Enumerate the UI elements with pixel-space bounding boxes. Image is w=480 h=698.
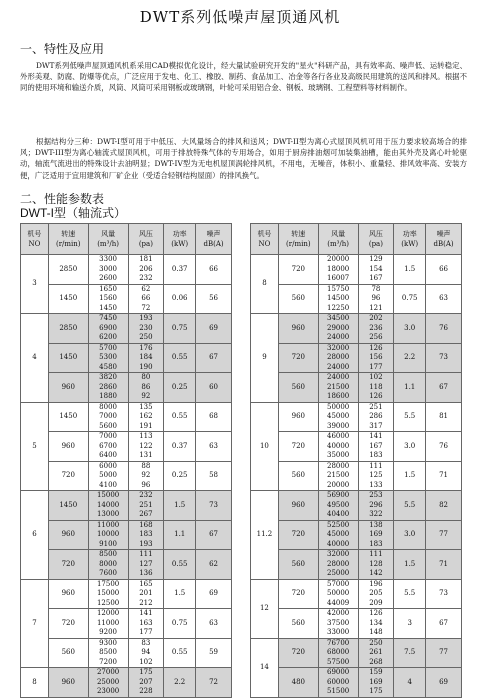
noise-cell: 72: [196, 668, 232, 698]
flow-cell: 46000 40000 35000: [318, 432, 358, 462]
table-row: [21, 461, 232, 491]
noise-cell: 63: [196, 432, 232, 462]
flow-cell: 27000 25000 23000: [88, 668, 128, 698]
noise-cell: 82: [426, 491, 462, 521]
pressure-cell: 111 127 136: [128, 550, 164, 580]
pressure-cell: 126 134 148: [358, 609, 394, 639]
table-row: [21, 343, 232, 373]
noise-cell: 63: [196, 609, 232, 639]
header-flow: 风量 (m³/h): [88, 224, 128, 255]
power-cell: 0.37: [164, 432, 196, 462]
table-row: [251, 638, 462, 668]
noise-cell: 67: [196, 520, 232, 550]
power-cell: 7.5: [394, 638, 426, 668]
machine-no-cell: 11.2: [251, 491, 279, 580]
structure-paragraph: 根据结构分三种：DWT-I型可用于中低压、大风量场合的排风和送风；DWT-II型为离心式屋顶风机可用于压力要求较高场合的排风；DWT-III型为离心轴流式屋顶风机，可用于排放特殊气体的专用场合，如用于厨房排油烟可加装集油槽，能由其外壳及离心叶轮驱动，轴流气流进出的特殊设计去油明显；DWT-IV型为无电机屋顶涡轮排风机，不用电，无噪音，体积小、重量轻、排风效率高、安装方便，广泛适用于宜用建筑和厂矿企业（受适合轻钢结构屋面）的排风换气。: [20, 137, 467, 180]
pressure-cell: 159 169 175: [358, 668, 394, 698]
noise-cell: 67: [196, 343, 232, 373]
flow-cell: 28000 21500 20000: [318, 461, 358, 491]
table-row: [251, 550, 462, 580]
flow-cell: 52500 45000 40000: [318, 520, 358, 550]
header-noise: 噪声 dB(A): [426, 224, 462, 255]
speed-cell: 960: [278, 491, 318, 521]
machine-no-cell: 9: [251, 314, 279, 403]
power-cell: 1.1: [164, 520, 196, 550]
header-speed: 转速 (r/min): [278, 224, 318, 255]
speed-cell: 720: [278, 638, 318, 668]
table-row: [251, 255, 462, 285]
table-row: [21, 491, 232, 521]
power-cell: 0.37: [164, 255, 196, 285]
machine-no-cell: 8: [251, 255, 279, 314]
pressure-cell: 126 156 177: [358, 343, 394, 373]
table-row: [21, 520, 232, 550]
machine-no-cell: 3: [21, 255, 49, 314]
power-cell: 3.0: [394, 432, 426, 462]
speed-cell: 720: [278, 255, 318, 285]
section-heading-features: 一、特性及应用: [20, 42, 105, 56]
power-cell: 0.75: [164, 314, 196, 344]
speed-cell: 560: [278, 373, 318, 403]
header-no: 机号 NO: [21, 224, 49, 255]
pressure-cell: 250 261 268: [358, 638, 394, 668]
pressure-cell: 113 122 131: [128, 432, 164, 462]
speed-cell: 960: [48, 432, 88, 462]
table-row: [21, 314, 232, 344]
speed-cell: 720: [278, 343, 318, 373]
noise-cell: 62: [196, 550, 232, 580]
table-row: [21, 609, 232, 639]
noise-cell: 69: [196, 314, 232, 344]
table-row: [251, 373, 462, 403]
power-cell: 0.25: [164, 373, 196, 403]
flow-cell: 11000 10000 9100: [88, 520, 128, 550]
flow-cell: 6000 5000 4100: [88, 461, 128, 491]
flow-cell: 8500 8000 7600: [88, 550, 128, 580]
pressure-cell: 111 128 142: [358, 550, 394, 580]
noise-cell: 60: [196, 373, 232, 403]
table-row: [21, 402, 232, 432]
machine-no-cell: 14: [251, 638, 279, 697]
flow-cell: 7000 6700 6400: [88, 432, 128, 462]
noise-cell: 73: [426, 343, 462, 373]
pressure-cell: 251 286 317: [358, 402, 394, 432]
power-cell: 2.2: [394, 343, 426, 373]
header-speed: 转速 (r/min): [48, 224, 88, 255]
table-subtitle: DWT-I型（轴流式）: [20, 206, 126, 220]
power-cell: 1.5: [394, 461, 426, 491]
speed-cell: 720: [278, 432, 318, 462]
power-cell: 0.55: [164, 402, 196, 432]
noise-cell: 73: [426, 579, 462, 609]
flow-cell: 32000 28000 24000: [318, 343, 358, 373]
speed-cell: 1450: [48, 343, 88, 373]
flow-cell: 56900 49500 40400: [318, 491, 358, 521]
speed-cell: 960: [48, 668, 88, 698]
noise-cell: 73: [196, 491, 232, 521]
speed-cell: 720: [278, 579, 318, 609]
speed-cell: 1450: [48, 491, 88, 521]
machine-no-cell: 12: [251, 579, 279, 638]
speed-cell: 960: [48, 373, 88, 403]
flow-cell: 17500 15000 12500: [88, 579, 128, 609]
pressure-cell: 253 296 322: [358, 491, 394, 521]
power-cell: 2.2: [164, 668, 196, 698]
page-title: DWT系列低噪声屋顶通风机: [139, 8, 341, 26]
flow-cell: 76700 68000 57500: [318, 638, 358, 668]
power-cell: 0.55: [164, 343, 196, 373]
noise-cell: 69: [426, 668, 462, 698]
speed-cell: 720: [278, 520, 318, 550]
flow-cell: 3300 3000 2600: [88, 255, 128, 285]
table-row: [251, 432, 462, 462]
pressure-cell: 175 207 228: [128, 668, 164, 698]
flow-cell: 1650 1560 1450: [88, 284, 128, 314]
noise-cell: 69: [196, 579, 232, 609]
power-cell: 3.0: [394, 520, 426, 550]
power-cell: 0.55: [164, 638, 196, 668]
table-row: [251, 314, 462, 344]
speed-cell: 560: [278, 550, 318, 580]
machine-no-cell: 10: [251, 402, 279, 491]
power-cell: 5.5: [394, 579, 426, 609]
pressure-cell: 193 230 250: [128, 314, 164, 344]
spec-table-right: [250, 223, 462, 698]
flow-cell: 15750 14500 12250: [318, 284, 358, 314]
speed-cell: 960: [278, 402, 318, 432]
speed-cell: 720: [48, 609, 88, 639]
pressure-cell: 202 236 256: [358, 314, 394, 344]
noise-cell: 71: [426, 550, 462, 580]
noise-cell: 67: [426, 373, 462, 403]
speed-cell: 960: [278, 314, 318, 344]
flow-cell: 7450 6900 6200: [88, 314, 128, 344]
noise-cell: 66: [196, 255, 232, 285]
noise-cell: 71: [426, 461, 462, 491]
section-heading-parameters: 二、性能参数表: [20, 192, 105, 206]
table-row: [251, 579, 462, 609]
table-header-row: [21, 224, 232, 255]
speed-cell: 2850: [48, 255, 88, 285]
table-row: [251, 668, 462, 698]
power-cell: 0.55: [164, 550, 196, 580]
power-cell: 1.5: [394, 255, 426, 285]
noise-cell: 76: [426, 432, 462, 462]
header-no: 机号 NO: [251, 224, 279, 255]
table-row: [21, 432, 232, 462]
table-row: [21, 668, 232, 698]
noise-cell: 66: [426, 255, 462, 285]
pressure-cell: 196 205 209: [358, 579, 394, 609]
pressure-cell: 111 125 133: [358, 461, 394, 491]
table-row: [251, 284, 462, 314]
noise-cell: 68: [196, 402, 232, 432]
header-power: 功率 (kW): [394, 224, 426, 255]
table-row: [251, 461, 462, 491]
speed-cell: 720: [48, 550, 88, 580]
header-pressure: 风压 (pa): [358, 224, 394, 255]
pressure-cell: 232 251 267: [128, 491, 164, 521]
table-row: [21, 550, 232, 580]
flow-cell: 24000 21500 18600: [318, 373, 358, 403]
pressure-cell: 80 86 92: [128, 373, 164, 403]
noise-cell: 63: [426, 284, 462, 314]
intro-paragraph: DWT系列低噪声屋顶通风机系采用CAD模拟优化设计，经大量试验研究开发的"星火"科研产品，具有效率高、噪声低、运转稳定、外形美观、防腐、防爆等优点，广泛应用于发电、化工、橡胶、制药、食品加工、冶金等各行各业及高级民用建筑的送风和排风。根据不同的使用环境和输送介质，风筒、风筒可采用钢板或玻璃钢，叶轮可采用铝合金、钢板、玻璃钢、工程塑料等材料制作。: [20, 61, 467, 93]
noise-cell: 58: [196, 461, 232, 491]
power-cell: 0.75: [164, 609, 196, 639]
power-cell: 0.75: [394, 284, 426, 314]
power-cell: 3.0: [394, 314, 426, 344]
table-row: [251, 343, 462, 373]
noise-cell: 59: [196, 638, 232, 668]
speed-cell: 1450: [48, 402, 88, 432]
pressure-cell: 138 169 183: [358, 520, 394, 550]
header-pressure: 风压 (pa): [128, 224, 164, 255]
pressure-cell: 141 167 183: [358, 432, 394, 462]
noise-cell: 56: [196, 284, 232, 314]
flow-cell: 5700 5300 4580: [88, 343, 128, 373]
table-row: [21, 255, 232, 285]
header-flow: 风量 (m³/h): [318, 224, 358, 255]
speed-cell: 960: [48, 520, 88, 550]
flow-cell: 50000 45000 39000: [318, 402, 358, 432]
power-cell: 3: [394, 609, 426, 639]
pressure-cell: 88 92 96: [128, 461, 164, 491]
header-noise: 噪声 dB(A): [196, 224, 232, 255]
pressure-cell: 78 96 121: [358, 284, 394, 314]
pressure-cell: 168 183 193: [128, 520, 164, 550]
speed-cell: 560: [278, 461, 318, 491]
flow-cell: 15000 14000 13000: [88, 491, 128, 521]
header-power: 功率 (kW): [164, 224, 196, 255]
power-cell: 1.5: [164, 491, 196, 521]
power-cell: 5.5: [394, 402, 426, 432]
flow-cell: 20000 18000 16007: [318, 255, 358, 285]
pressure-cell: 83 94 102: [128, 638, 164, 668]
flow-cell: 69000 60000 51500: [318, 668, 358, 698]
power-cell: 5.5: [394, 491, 426, 521]
machine-no-cell: 6: [21, 491, 49, 580]
pressure-cell: 165 201 212: [128, 579, 164, 609]
table-row: [21, 373, 232, 403]
machine-no-cell: 5: [21, 402, 49, 491]
table-row: [21, 284, 232, 314]
noise-cell: 81: [426, 402, 462, 432]
machine-no-cell: 4: [21, 314, 49, 403]
pressure-cell: 62 66 72: [128, 284, 164, 314]
speed-cell: 480: [278, 668, 318, 698]
table-row: [21, 579, 232, 609]
flow-cell: 32000 28000 25000: [318, 550, 358, 580]
pressure-cell: 141 163 177: [128, 609, 164, 639]
noise-cell: 77: [426, 638, 462, 668]
power-cell: 4: [394, 668, 426, 698]
machine-no-cell: 7: [21, 579, 49, 668]
speed-cell: 720: [48, 461, 88, 491]
speed-cell: 1450: [48, 284, 88, 314]
noise-cell: 76: [426, 314, 462, 344]
power-cell: 1.5: [394, 550, 426, 580]
pressure-cell: 176 184 190: [128, 343, 164, 373]
machine-no-cell: 8: [21, 668, 49, 698]
flow-cell: 57000 50000 44009: [318, 579, 358, 609]
flow-cell: 34500 29000 24000: [318, 314, 358, 344]
flow-cell: 9300 8500 7200: [88, 638, 128, 668]
pressure-cell: 102 118 126: [358, 373, 394, 403]
power-cell: 1.5: [164, 579, 196, 609]
noise-cell: 77: [426, 520, 462, 550]
pressure-cell: 129 154 167: [358, 255, 394, 285]
noise-cell: 67: [426, 609, 462, 639]
flow-cell: 12000 11000 9200: [88, 609, 128, 639]
speed-cell: 560: [278, 284, 318, 314]
flow-cell: 3820 2860 1880: [88, 373, 128, 403]
spec-table-left: [20, 223, 232, 698]
table-row: [251, 402, 462, 432]
flow-cell: 8000 7000 5600: [88, 402, 128, 432]
speed-cell: 960: [48, 579, 88, 609]
speed-cell: 560: [278, 609, 318, 639]
power-cell: 0.06: [164, 284, 196, 314]
speed-cell: 2850: [48, 314, 88, 344]
power-cell: 1.1: [394, 373, 426, 403]
table-row: [251, 609, 462, 639]
pressure-cell: 135 162 191: [128, 402, 164, 432]
power-cell: 0.25: [164, 461, 196, 491]
flow-cell: 42000 37500 33000: [318, 609, 358, 639]
table-header-row: [251, 224, 462, 255]
table-row: [251, 491, 462, 521]
speed-cell: 560: [48, 638, 88, 668]
table-row: [251, 520, 462, 550]
table-row: [21, 638, 232, 668]
pressure-cell: 181 206 232: [128, 255, 164, 285]
